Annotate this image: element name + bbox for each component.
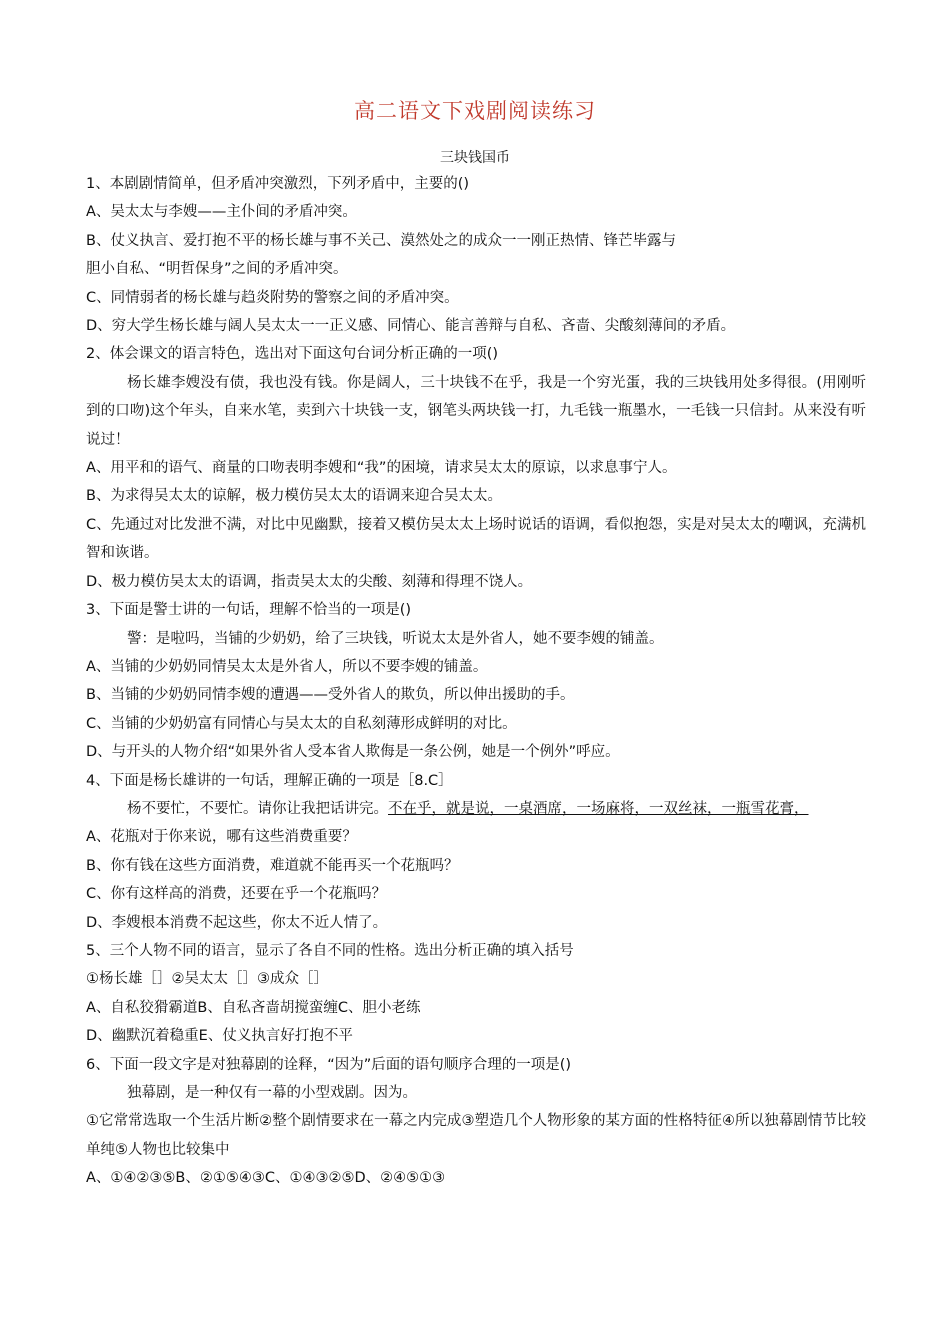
option-1b-line2: 胆小自私、“明哲保身”之间的矛盾冲突。 [86,261,348,278]
quote-2: 杨长雄李嫂没有债，我也没有钱。你是阔人，三十块钱不在乎，我是一个穷光蛋，我的三块钱用处多得很。(用刚听到的口吻)这个年头，自来水笔，卖到六十块钱一支，钢笔头两块钱一打，九毛钱一瓶墨水，一毛钱一只信封。从来没有听说过！ [86,374,866,448]
option-1d: D、穷大学生杨长雄与阔人吴太太一一正义感、同情心、能言善辩与自私、吝啬、尖酸刻薄间的矛盾。 [86,318,736,335]
question-2: 2、体会课文的语言特色，选出对下面这句台词分析正确的一项() [86,346,499,363]
quote-4 [86,795,866,823]
quote-4-underlined: 不在乎，就是说，一桌酒席，一场麻将，一双丝袜，一瓶雪花膏， [388,800,809,817]
question-1: 1、本剧剧情简单，但矛盾冲突激烈，下列矛盾中，主要的() [86,176,470,192]
quote-3: 警：是啦吗，当铺的少奶奶，给了三块钱，听说太太是外省人，她不要李嫂的铺盖。 [127,630,664,647]
question-5-blanks: ①杨长雄［］②吴太太［］③成众［］ [86,971,328,988]
option-2a: A、用平和的语气、商量的口吻表明李嫂和“我”的困境，请求吴太太的原谅，以求息事宁人。 [86,460,677,477]
option-2d: D、极力模仿吴太太的语调，指责吴太太的尖酸、刻薄和得理不饶人。 [86,573,533,590]
sentences-6: ①它常常选取一个生活片断②整个剧情要求在一幕之内完成③塑造几个人物形象的某方面的性格特征④所以独幕剧情节比较单纯⑤人物也比较集中 [86,1113,866,1158]
option-2b: B、为求得吴太太的谅解，极力模仿吴太太的语调来迎合吴太太。 [86,488,502,505]
option-3a: A、当铺的少奶奶同情吴太太是外省人，所以不要李嫂的铺盖。 [86,658,488,675]
option-2c: C、先通过对比发泄不满，对比中见幽默，接着又模仿吴太太上场时说话的语调，看似抱怨，实是对吴太太的嘲讽，充满机智和诙谐。 [86,516,866,562]
option-4a: A、花瓶对于你来说，哪有这些消费重要？ [86,829,357,846]
quote-4-text: 杨不要忙，不要忙。请你让我把话讲完。 [127,800,388,817]
option-3b: B、当铺的少奶奶同情李嫂的遭遇——受外省人的欺负，所以伸出援助的手。 [86,687,575,704]
question-5: 5、三个人物不同的语言，显示了各自不同的性格。选出分析正确的填入括号 [86,942,574,959]
question-6: 6、下面一段文字是对独幕剧的诠释，“因为”后面的语句顺序合理的一项是() [86,1056,572,1073]
option-1a: A、吴太太与李嫂——主仆间的矛盾冲突。 [86,204,357,221]
option-4b: B、你有钱在这些方面消费，难道就不能再买一个花瓶吗？ [86,857,459,874]
option-1c: C、同情弱者的杨长雄与趋炎附势的警察之间的矛盾冲突。 [86,289,459,306]
exercise-body [86,170,866,1193]
option-3c: C、当铺的少奶奶富有同情心与吴太太的自私刻薄形成鲜明的对比。 [86,715,517,732]
option-4d: D、李嫂根本消费不起这些，你太不近人情了。 [86,914,388,931]
option-1b-line1: B、仗义执言、爱打抱不平的杨长雄与事不关己、漠然处之的成众一一刚正热情、锋芒毕露与 [86,232,676,249]
question-3: 3、下面是警士讲的一句话，理解不恰当的一项是() [86,602,412,619]
options-5-de: D、幽默沉着稳重E、仗义执言好打抱不平 [86,1028,353,1045]
options-5-abc: A、自私狡猾霸道B、自私吝啬胡搅蛮缠C、胆小老练 [86,999,421,1016]
page-title: 高二语文下戏剧阅读练习 [354,99,596,123]
question-4: 4、下面是杨长雄讲的一句话，理解正确的一项是［8.C］ [86,772,453,789]
option-3d: D、与开头的人物介绍“如果外省人受本省人欺侮是一条公例，她是一个例外”呼应。 [86,744,620,761]
option-4c: C、你有这样高的消费，还要在乎一个花瓶吗？ [86,886,387,903]
section-subtitle: 三块钱国币 [440,150,510,166]
quote-6: 独幕剧，是一种仅有一幕的小型戏剧。因为。 [127,1085,417,1101]
options-6: A、①④②③⑤B、②①⑤④③C、①④③②⑤D、②④⑤①③ [86,1170,446,1187]
